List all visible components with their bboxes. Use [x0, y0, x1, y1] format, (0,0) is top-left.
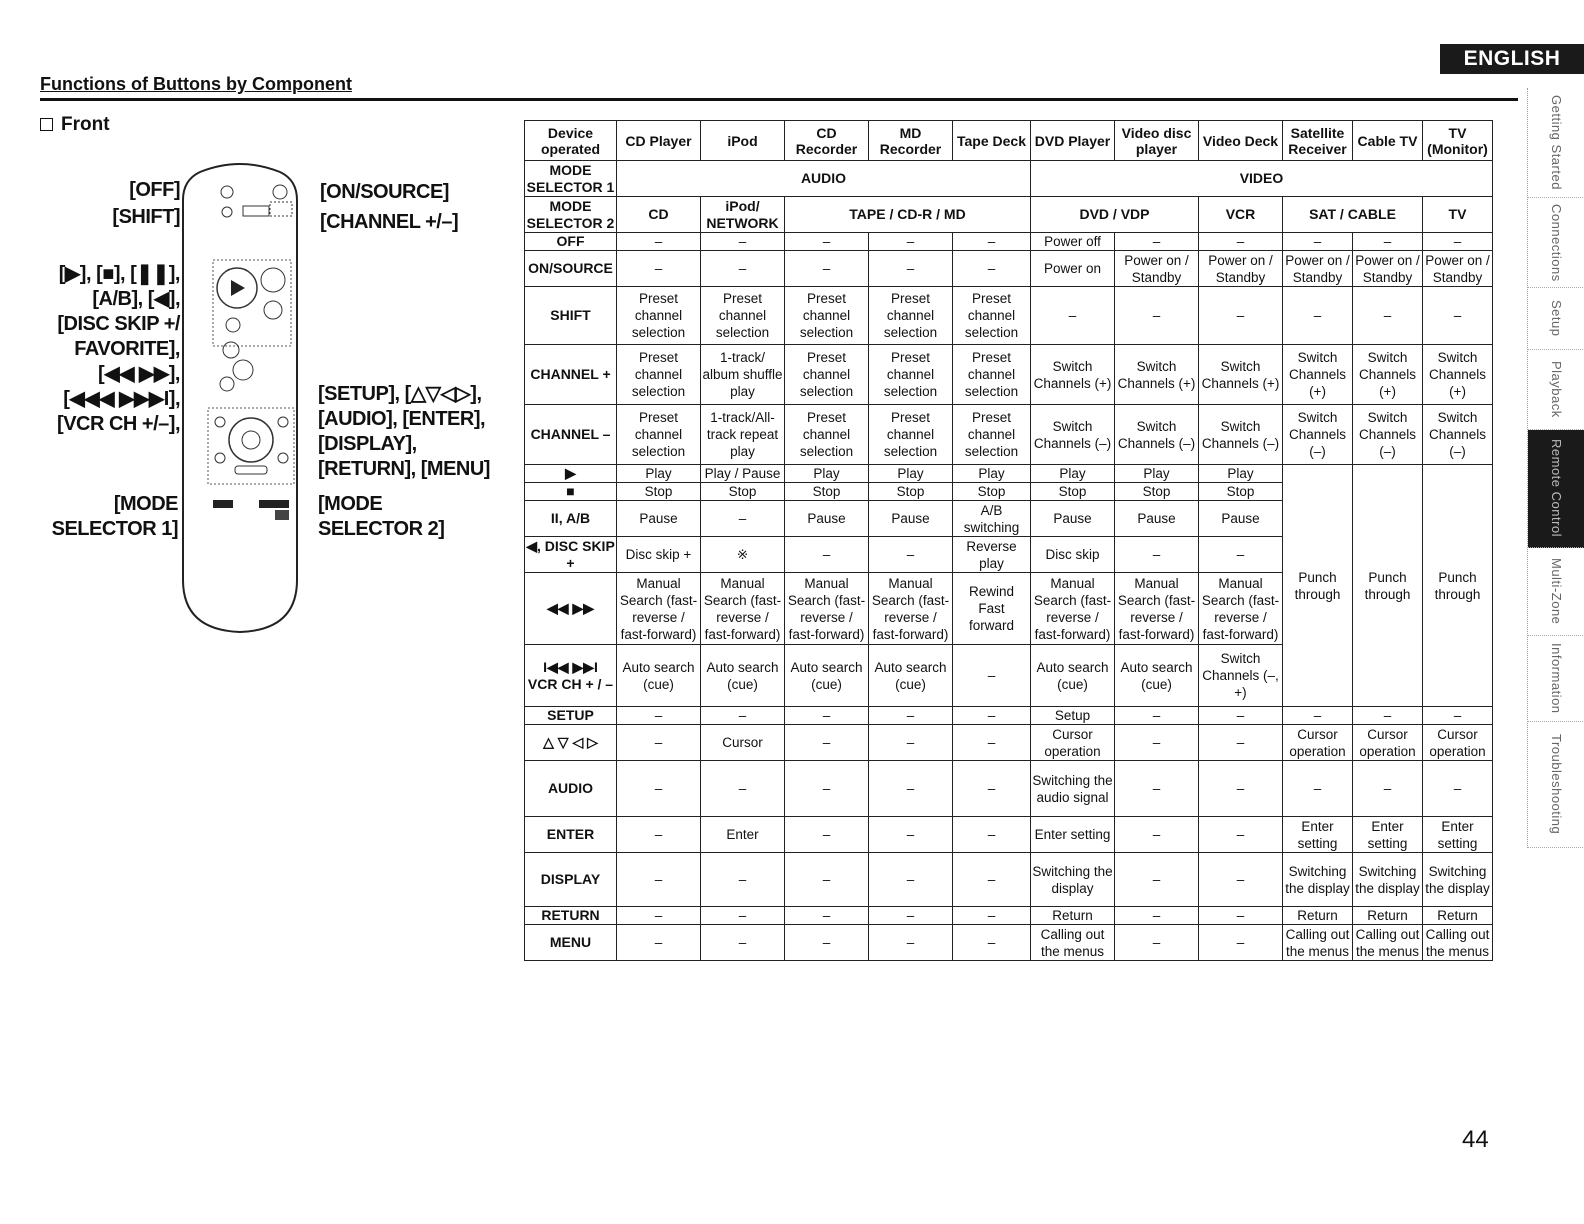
- table-cell: –: [1199, 853, 1283, 907]
- table-cell: Preset channel selection: [869, 287, 953, 345]
- table-cell: Manual Search (fast-reverse / fast-forward): [617, 573, 701, 645]
- table-cell: Switch Channels (–, +): [1199, 645, 1283, 707]
- table-cell: –: [869, 707, 953, 725]
- table-cell: 1-track/All- track repeat play: [701, 405, 785, 465]
- side-tab-label: Getting Started: [1549, 95, 1564, 190]
- table-cell: Pause: [1199, 501, 1283, 537]
- table-cell: –: [701, 707, 785, 725]
- table-cell: Manual Search (fast-reverse / fast-forward): [1115, 573, 1199, 645]
- table-row: [525, 287, 1493, 345]
- table-cell: Switch Channels (–): [1199, 405, 1283, 465]
- right-label-line: [SETUP], [△▽◁▷],: [318, 383, 482, 405]
- table-cell: –: [785, 233, 869, 251]
- table-cell: Auto search (cue): [1115, 645, 1199, 707]
- table-cell: 1-track/ album shuffle play: [701, 345, 785, 405]
- table-cell: –: [701, 233, 785, 251]
- table-row: [525, 817, 1493, 853]
- table-cell: –: [1199, 817, 1283, 853]
- table-cell: Stop: [617, 483, 701, 501]
- table-cell: –: [1199, 537, 1283, 573]
- table-cell: –: [1115, 817, 1199, 853]
- table-cell: Cursor: [701, 725, 785, 761]
- table-cell: Switch Channels (+): [1423, 345, 1493, 405]
- col-header: Video Deck: [1199, 121, 1283, 161]
- table-cell: Auto search (cue): [701, 645, 785, 707]
- table-cell: –: [785, 707, 869, 725]
- table-cell: –: [1423, 287, 1493, 345]
- table-cell: Switching the display: [1423, 853, 1493, 907]
- table-cell: Return: [1031, 907, 1115, 925]
- table-cell: Preset channel selection: [617, 287, 701, 345]
- table-cell: –: [617, 925, 701, 961]
- row-header: MODE SELECTOR 1: [525, 161, 617, 197]
- table-cell: Switch Channels (–): [1031, 405, 1115, 465]
- table-cell: Setup: [1031, 707, 1115, 725]
- table-cell: Stop: [953, 483, 1031, 501]
- table-cell: –: [1115, 287, 1199, 345]
- side-tab-label: Setup: [1549, 300, 1564, 337]
- table-cell: Return: [1283, 907, 1353, 925]
- table-cell: –: [1199, 761, 1283, 817]
- table-cell: –: [785, 925, 869, 961]
- table-cell: –: [701, 925, 785, 961]
- table-cell: –: [1353, 233, 1423, 251]
- subsection-label: Front: [61, 114, 110, 135]
- mode2-cell: iPod/ NETWORK: [701, 197, 785, 233]
- row-header: RETURN: [525, 907, 617, 925]
- mode2-line: SELECTOR 2]: [318, 518, 445, 540]
- mode2-line: [MODE: [318, 493, 383, 515]
- table-cell: Pause: [785, 501, 869, 537]
- table-row: [525, 907, 1493, 925]
- row-header: CHANNEL +: [525, 345, 617, 405]
- side-tab-remote-control[interactable]: [1528, 430, 1584, 548]
- table-cell: –: [617, 907, 701, 925]
- table-cell: Pause: [869, 501, 953, 537]
- table-cell: Power on / Standby: [1353, 251, 1423, 287]
- table-row: [525, 725, 1493, 761]
- table-cell: –: [1423, 707, 1493, 725]
- table-cell: –: [869, 925, 953, 961]
- mode2-cell: DVD / VDP: [1031, 197, 1199, 233]
- table-cell: Switching the display: [1031, 853, 1115, 907]
- table-row: [525, 233, 1493, 251]
- group-video: VIDEO: [1031, 161, 1493, 197]
- table-cell: ※: [701, 537, 785, 573]
- right-label-line: [DISPLAY],: [318, 433, 417, 455]
- table-cell: –: [953, 251, 1031, 287]
- table-cell: –: [869, 817, 953, 853]
- table-cell: –: [1199, 287, 1283, 345]
- table-cell: Preset channel selection: [869, 405, 953, 465]
- table-cell: –: [617, 233, 701, 251]
- table-cell: –: [869, 233, 953, 251]
- remote-control-illustration: [175, 160, 305, 640]
- table-cell: –: [785, 725, 869, 761]
- table-cell: –: [869, 907, 953, 925]
- table-row: [525, 405, 1493, 465]
- side-tab-information[interactable]: [1528, 636, 1584, 722]
- table-cell: –: [869, 725, 953, 761]
- mode2-cell: SAT / CABLE: [1283, 197, 1423, 233]
- table-cell: –: [1115, 707, 1199, 725]
- table-cell: –: [1115, 537, 1199, 573]
- row-header-line: VCR CH + / –: [527, 675, 614, 692]
- table-cell: Stop: [785, 483, 869, 501]
- table-cell: Reverse play: [953, 537, 1031, 573]
- table-cell: Auto search (cue): [1031, 645, 1115, 707]
- table-cell: Auto search (cue): [869, 645, 953, 707]
- table-cell: –: [617, 761, 701, 817]
- table-cell: –: [1283, 761, 1353, 817]
- side-tab-label: Connections: [1549, 203, 1564, 282]
- table-cell: Return: [1353, 907, 1423, 925]
- table-row: [525, 853, 1493, 907]
- mode-selector-2-row: [525, 197, 1493, 233]
- left-label-line: [◀◀◀ ▶▶▶I],: [63, 388, 180, 410]
- table-cell: Calling out the menus: [1031, 925, 1115, 961]
- shift-label: [SHIFT]: [112, 206, 180, 228]
- table-cell: –: [869, 251, 953, 287]
- table-cell: Switch Channels (–): [1283, 405, 1353, 465]
- col-header: TV (Monitor): [1423, 121, 1493, 161]
- table-cell: –: [785, 853, 869, 907]
- table-cell: Switch Channels (+): [1283, 345, 1353, 405]
- side-tab-getting-started[interactable]: [1528, 88, 1584, 198]
- table-cell: Cursor operation: [1423, 725, 1493, 761]
- mode-selector-1-label: [40, 492, 178, 542]
- table-cell: Stop: [869, 483, 953, 501]
- table-cell: –: [953, 925, 1031, 961]
- table-cell: Return: [1423, 907, 1493, 925]
- mode2-cell: TAPE / CD-R / MD: [785, 197, 1031, 233]
- mode2-cell: CD: [617, 197, 701, 233]
- table-cell: –: [953, 907, 1031, 925]
- mode2-cell: VCR: [1199, 197, 1283, 233]
- side-tabs: [1527, 88, 1584, 848]
- table-cell: –: [617, 707, 701, 725]
- side-tab-multi-zone[interactable]: [1528, 548, 1584, 636]
- row-header: II, A/B: [525, 501, 617, 537]
- table-cell: –: [785, 817, 869, 853]
- table-cell: –: [1283, 233, 1353, 251]
- table-cell: Disc skip: [1031, 537, 1115, 573]
- table-cell: –: [1423, 233, 1493, 251]
- col-header: MD Recorder: [869, 121, 953, 161]
- table-cell: Switch Channels (+): [1115, 345, 1199, 405]
- table-cell: Pause: [617, 501, 701, 537]
- col-header: Device operated: [525, 121, 617, 161]
- side-tab-playback[interactable]: [1528, 350, 1584, 430]
- mode2-cell: TV: [1423, 197, 1493, 233]
- row-header: ENTER: [525, 817, 617, 853]
- left-label-line: [DISC SKIP +/: [57, 313, 180, 335]
- table-cell: Switch Channels (+): [1353, 345, 1423, 405]
- header-row: [525, 121, 1493, 161]
- row-header: DISPLAY: [525, 853, 617, 907]
- col-header: DVD Player: [1031, 121, 1115, 161]
- title-rule: [40, 98, 1518, 101]
- table-row: [525, 925, 1493, 961]
- table-cell: Manual Search (fast-reverse / fast-forward): [1199, 573, 1283, 645]
- table-cell: Preset channel selection: [785, 287, 869, 345]
- right-label-line: [RETURN], [MENU]: [318, 458, 490, 480]
- row-header: △ ▽ ◁ ▷: [525, 725, 617, 761]
- table-cell: Switching the display: [1283, 853, 1353, 907]
- channel-label: [CHANNEL +/–]: [320, 211, 459, 233]
- table-cell: Preset channel selection: [953, 345, 1031, 405]
- table-cell: –: [1031, 287, 1115, 345]
- col-header: Satellite Receiver: [1283, 121, 1353, 161]
- table-cell: Preset channel selection: [953, 405, 1031, 465]
- table-cell: –: [701, 761, 785, 817]
- side-tab-label: Information: [1549, 643, 1564, 714]
- page-number: 44: [1462, 1126, 1489, 1153]
- table-cell: Enter setting: [1353, 817, 1423, 853]
- table-cell: Preset channel selection: [953, 287, 1031, 345]
- table-cell: A/B switching: [953, 501, 1031, 537]
- row-header: ◀◀ ▶▶: [525, 573, 617, 645]
- row-header: ▶: [525, 465, 617, 483]
- side-tab-label: Playback: [1549, 361, 1564, 418]
- table-cell: Manual Search (fast-reverse / fast-forward): [1031, 573, 1115, 645]
- table-cell: –: [1423, 761, 1493, 817]
- table-cell: –: [617, 251, 701, 287]
- section-title: Functions of Buttons by Component: [40, 74, 352, 94]
- side-tab-setup[interactable]: [1528, 288, 1584, 350]
- table-cell: Stop: [701, 483, 785, 501]
- row-header: MENU: [525, 925, 617, 961]
- table-cell: Play: [1199, 465, 1283, 483]
- table-cell: Auto search (cue): [617, 645, 701, 707]
- table-cell: –: [1115, 853, 1199, 907]
- table-cell: Preset channel selection: [785, 345, 869, 405]
- mode-selector-1-row: [525, 161, 1493, 197]
- table-cell: –: [617, 853, 701, 907]
- table-cell: Play: [785, 465, 869, 483]
- left-group-label: [30, 262, 180, 437]
- subsection-heading: [40, 114, 110, 136]
- table-cell: Cursor operation: [1031, 725, 1115, 761]
- table-cell: Switching the audio signal: [1031, 761, 1115, 817]
- row-header: [525, 645, 617, 707]
- table-cell: Pause: [1031, 501, 1115, 537]
- left-label-line: [A/B], [◀],: [92, 288, 180, 310]
- table-cell: Auto search (cue): [785, 645, 869, 707]
- table-cell: Switch Channels (–): [1353, 405, 1423, 465]
- side-tab-connections[interactable]: [1528, 198, 1584, 288]
- left-label-line: [◀◀ ▶▶],: [98, 363, 180, 385]
- row-header: ◀, DISC SKIP +: [526, 537, 615, 571]
- table-cell: Manual Search (fast-reverse / fast-forward): [701, 573, 785, 645]
- table-cell: Cursor operation: [1283, 725, 1353, 761]
- row-header: CHANNEL –: [525, 405, 617, 465]
- col-header: Tape Deck: [953, 121, 1031, 161]
- col-header: iPod: [701, 121, 785, 161]
- mode1-line: [MODE: [113, 493, 178, 515]
- checkbox-square-icon: [40, 118, 53, 131]
- table-cell: Enter setting: [1283, 817, 1353, 853]
- punch-through-cell: Punch through: [1283, 465, 1353, 707]
- table-cell: –: [701, 907, 785, 925]
- table-cell: –: [1115, 725, 1199, 761]
- table-cell: Preset channel selection: [617, 345, 701, 405]
- table-cell: –: [785, 907, 869, 925]
- table-cell: –: [785, 761, 869, 817]
- table-cell: Stop: [1199, 483, 1283, 501]
- table-cell: Disc skip +: [617, 537, 701, 573]
- table-cell: Switch Channels (–): [1115, 405, 1199, 465]
- table-cell: Stop: [1031, 483, 1115, 501]
- left-label-line: FAVORITE],: [74, 338, 180, 360]
- table-cell: Switch Channels (–): [1423, 405, 1493, 465]
- table-cell: –: [953, 761, 1031, 817]
- row-header: AUDIO: [525, 761, 617, 817]
- table-cell: –: [953, 707, 1031, 725]
- table-cell: Switching the display: [1353, 853, 1423, 907]
- table-cell: Rewind Fast forward: [953, 573, 1031, 645]
- language-tab: ENGLISH: [1440, 44, 1584, 74]
- table-cell: –: [1199, 707, 1283, 725]
- on-source-label: [ON/SOURCE]: [320, 181, 449, 203]
- table-cell: –: [785, 251, 869, 287]
- table-cell: Calling out the menus: [1353, 925, 1423, 961]
- table-cell: –: [953, 725, 1031, 761]
- side-tab-troubleshooting[interactable]: [1528, 722, 1584, 848]
- table-cell: Preset channel selection: [869, 345, 953, 405]
- table-cell: –: [1199, 233, 1283, 251]
- mode1-line: SELECTOR 1]: [51, 518, 178, 540]
- table-cell: Preset channel selection: [701, 287, 785, 345]
- table-cell: Power on / Standby: [1423, 251, 1493, 287]
- table-row: [525, 707, 1493, 725]
- table-cell: –: [869, 853, 953, 907]
- punch-through-cell: Punch through: [1423, 465, 1493, 707]
- function-table: [524, 120, 1493, 961]
- table-cell: –: [1283, 707, 1353, 725]
- row-header-line: I◀◀ ▶▶I: [543, 658, 598, 675]
- table-cell: Power off: [1031, 233, 1115, 251]
- table-cell: –: [869, 537, 953, 573]
- table-cell: Play: [953, 465, 1031, 483]
- table-cell: Play: [1031, 465, 1115, 483]
- left-label-line: [VCR CH +/–],: [57, 413, 180, 435]
- row-header: SHIFT: [525, 287, 617, 345]
- side-tab-label: Troubleshooting: [1549, 734, 1564, 835]
- table-cell: Play / Pause: [701, 465, 785, 483]
- table-cell: Power on: [1031, 251, 1115, 287]
- table-cell: Switch Channels (+): [1031, 345, 1115, 405]
- table-cell: Preset channel selection: [785, 405, 869, 465]
- table-cell: Preset channel selection: [617, 405, 701, 465]
- table-cell: Enter setting: [1423, 817, 1493, 853]
- row-header: OFF: [525, 233, 617, 251]
- row-header: ON/SOURCE: [525, 251, 617, 287]
- group-audio: AUDIO: [617, 161, 1031, 197]
- table-cell: Enter: [701, 817, 785, 853]
- table-cell: –: [1199, 907, 1283, 925]
- right-label-line: [AUDIO], [ENTER],: [318, 408, 486, 430]
- table-cell: –: [1199, 925, 1283, 961]
- col-header: CD Recorder: [785, 121, 869, 161]
- off-label: [OFF]: [129, 179, 180, 201]
- table-cell: –: [1115, 925, 1199, 961]
- table-cell: –: [785, 537, 869, 573]
- table-cell: –: [701, 853, 785, 907]
- table-row: [525, 465, 1493, 483]
- side-tab-label: Multi-Zone: [1549, 558, 1564, 625]
- table-cell: Play: [617, 465, 701, 483]
- table-cell: Power on / Standby: [1115, 251, 1199, 287]
- table-cell: Enter setting: [1031, 817, 1115, 853]
- right-group-label: [318, 382, 490, 482]
- table-cell: Pause: [1115, 501, 1199, 537]
- side-tab-label: Remote Control: [1549, 439, 1564, 538]
- punch-through-cell: Punch through: [1353, 465, 1423, 707]
- row-header: MODE SELECTOR 2: [525, 197, 617, 233]
- table-cell: –: [1353, 761, 1423, 817]
- table-cell: –: [953, 853, 1031, 907]
- table-cell: –: [953, 233, 1031, 251]
- table-cell: –: [953, 817, 1031, 853]
- table-cell: –: [701, 251, 785, 287]
- col-header: CD Player: [617, 121, 701, 161]
- table-cell: –: [1115, 233, 1199, 251]
- table-cell: –: [1115, 907, 1199, 925]
- table-cell: Stop: [1115, 483, 1199, 501]
- table-row: [525, 251, 1493, 287]
- table-cell: –: [1199, 725, 1283, 761]
- table-row: [525, 761, 1493, 817]
- table-cell: –: [617, 817, 701, 853]
- table-cell: Calling out the menus: [1423, 925, 1493, 961]
- table-cell: Play: [869, 465, 953, 483]
- col-header: Video disc player: [1115, 121, 1199, 161]
- col-header: Cable TV: [1353, 121, 1423, 161]
- row-header: SETUP: [525, 707, 617, 725]
- table-cell: –: [1283, 287, 1353, 345]
- mode-selector-2-label: [318, 492, 444, 542]
- table-cell: Power on / Standby: [1283, 251, 1353, 287]
- table-cell: Manual Search (fast-reverse / fast-forward): [785, 573, 869, 645]
- table-cell: –: [1353, 287, 1423, 345]
- row-header: ■: [525, 483, 617, 501]
- table-cell: –: [1115, 761, 1199, 817]
- table-cell: –: [617, 725, 701, 761]
- table-cell: Cursor operation: [1353, 725, 1423, 761]
- table-cell: Switch Channels (+): [1199, 345, 1283, 405]
- table-cell: –: [869, 761, 953, 817]
- table-cell: Power on / Standby: [1199, 251, 1283, 287]
- table-cell: –: [953, 645, 1031, 707]
- table-row: [525, 345, 1493, 405]
- table-cell: Calling out the menus: [1283, 925, 1353, 961]
- table-cell: Play: [1115, 465, 1199, 483]
- left-label-line: [▶], [■], [❚❚],: [58, 263, 180, 285]
- table-cell: –: [701, 501, 785, 537]
- table-cell: –: [1353, 707, 1423, 725]
- table-cell: Manual Search (fast-reverse / fast-forward): [869, 573, 953, 645]
